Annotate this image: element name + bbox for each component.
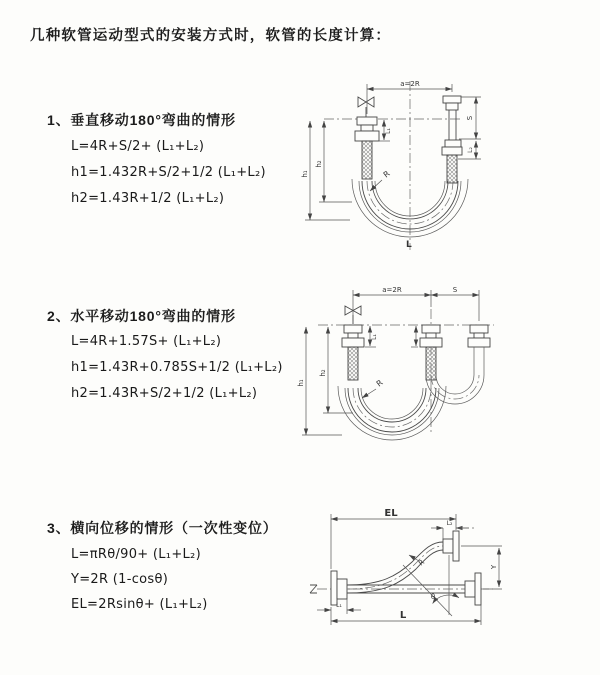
dim-label-r: R bbox=[417, 558, 427, 568]
dim-label-r: R bbox=[381, 169, 392, 180]
section-1-formula-h2: h2=1.43R+1/2 (L₁+L₂) bbox=[71, 191, 225, 206]
dimensions bbox=[317, 508, 502, 625]
theta-construction bbox=[403, 555, 459, 616]
section-2-formula-L: L=4R+1.57S+ (L₁+L₂) bbox=[71, 334, 222, 349]
dim-label-a2r: a=2R bbox=[382, 286, 402, 294]
dim-label-y: Y bbox=[490, 564, 498, 570]
centerlines bbox=[324, 81, 460, 250]
center-mark bbox=[310, 585, 317, 593]
section-1-formula-L: L=4R+S/2+ (L₁+L₂) bbox=[71, 139, 205, 154]
dim-label-h2: h₂ bbox=[319, 369, 327, 377]
dim-label-s: S bbox=[452, 286, 458, 294]
section-3-formula-Y: Y=2R (1-cosθ) bbox=[71, 572, 169, 587]
dim-label-l2: L₂ bbox=[467, 147, 474, 153]
section-3-formula-EL: EL=2Rsinθ+ (L₁+L₂) bbox=[71, 597, 208, 612]
diagram-3-lateral-displacement bbox=[303, 503, 600, 655]
dim-label-l2: L₂ bbox=[446, 520, 453, 527]
right-flange-original bbox=[465, 573, 481, 605]
dim-label-theta: θ bbox=[430, 593, 436, 601]
dim-label-el: EL bbox=[384, 508, 398, 519]
right-fitting bbox=[442, 96, 462, 183]
dim-label-l1: L₁ bbox=[371, 334, 378, 340]
dim-label-a2r: a=2R bbox=[400, 80, 420, 88]
section-1-heading: 1、垂直移动180°弯曲的情形 bbox=[47, 112, 236, 128]
left-fitting bbox=[342, 325, 364, 380]
hose-u-bend-original bbox=[338, 386, 446, 440]
section-2-heading: 2、水平移动180°弯曲的情形 bbox=[47, 308, 236, 324]
dim-label-l: L bbox=[406, 240, 412, 250]
upper-flange-displaced bbox=[443, 531, 459, 561]
section-2-formula-h2: h2=1.43R+S/2+1/2 (L₁+L₂) bbox=[71, 386, 258, 401]
left-flange bbox=[331, 571, 347, 605]
left-fitting bbox=[355, 117, 379, 179]
dim-label-r: R bbox=[374, 378, 385, 389]
dim-label-l1: L₁ bbox=[385, 128, 392, 134]
dim-label-l: L bbox=[399, 610, 407, 621]
section-3-heading: 3、横向位移的情形（一次性变位） bbox=[47, 520, 278, 536]
page-title: 几种软管运动型式的安装方式时，软管的长度计算： bbox=[30, 28, 392, 44]
section-1-formula-h1: h1=1.432R+S/2+1/2 (L₁+L₂) bbox=[71, 165, 266, 180]
right-fitting-displaced bbox=[468, 325, 490, 375]
dim-label-s: S bbox=[466, 115, 474, 121]
section-2-formula-h1: h1=1.43R+0.785S+1/2 (L₁+L₂) bbox=[71, 360, 283, 375]
diagram-2-horizontal-180-bend bbox=[298, 283, 600, 455]
section-3-formula-L: L=πRθ/90+ (L₁+L₂) bbox=[71, 547, 201, 562]
dim-label-h1: h₁ bbox=[301, 170, 309, 178]
dim-label-h2: h₂ bbox=[315, 160, 323, 168]
diagram-1-vertical-180-bend bbox=[300, 76, 590, 260]
middle-fitting bbox=[420, 325, 442, 380]
dim-label-l1: L₁ bbox=[336, 602, 342, 609]
dim-label-h1: h₁ bbox=[297, 379, 305, 387]
dimensions bbox=[297, 286, 479, 435]
valve-symbol bbox=[358, 97, 374, 117]
